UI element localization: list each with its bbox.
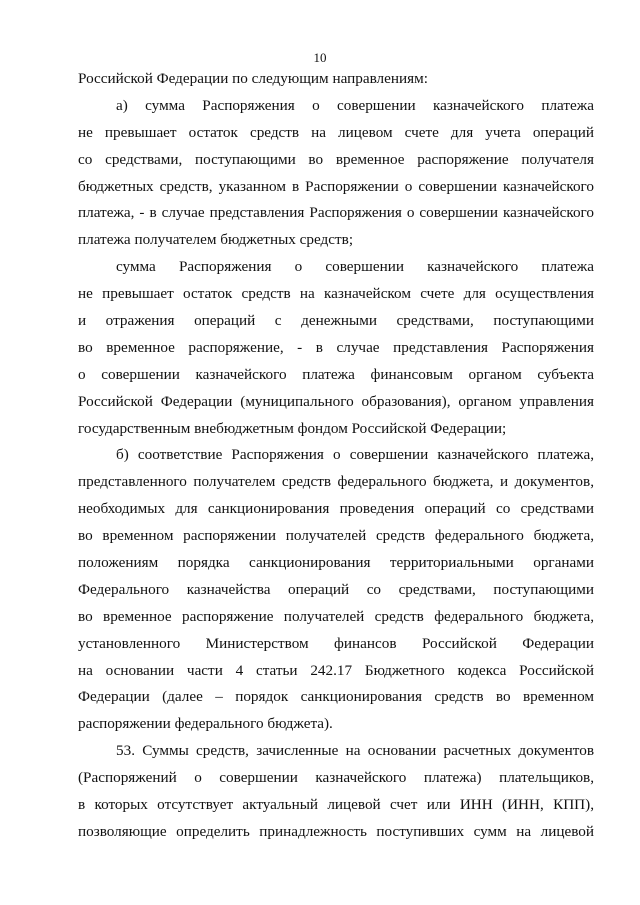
text-line: Федерального казначейства операций со средствами, поступающими	[78, 580, 594, 598]
text-line: а) сумма Распоряжения о совершении казначейского платежа	[116, 96, 594, 114]
text-line: платежа, - в случае представления Распоряжения о совершении казначейского	[78, 204, 594, 222]
text-line: во временное распоряжение получателей средств федерального бюджета,	[78, 607, 594, 625]
text-line: Российской Федерации (муниципального образования), органом управления	[78, 392, 594, 410]
text-line: необходимых для санкционирования проведения операций со средствами	[78, 500, 594, 518]
text-line: и отражения операций с денежными средствами, поступающими	[78, 312, 594, 330]
text-line: распоряжении федерального бюджета).	[78, 715, 333, 733]
document-body	[78, 66, 594, 846]
text-line: бюджетных средств, указанном в Распоряжении о совершении казначейского	[78, 177, 594, 195]
text-line: платежа получателем бюджетных средств;	[78, 231, 354, 249]
text-line: не превышает остаток средств на казначейском счете для осуществления	[78, 285, 594, 303]
text-line: позволяющие определить принадлежность поступивших сумм на лицевой	[78, 822, 594, 840]
text-line: на основании части 4 статьи 242.17 Бюджетного кодекса Российской	[78, 661, 594, 679]
text-line: б) соответствие Распоряжения о совершении казначейского платежа,	[116, 446, 594, 464]
page-number: 10	[313, 50, 327, 65]
text-line: представленного получателем средств федерального бюджета, и документов,	[78, 473, 594, 491]
text-line: во временном распоряжении получателей средств федерального бюджета,	[78, 527, 594, 545]
text-line: не превышает остаток средств на лицевом счете для учета операций	[78, 123, 594, 141]
text-line: со средствами, поступающими во временное распоряжение получателя	[78, 150, 594, 168]
text-line: Федерации (далее – порядок санкционирования средств во временном	[78, 688, 594, 706]
text-line: Российской Федерации по следующим направлениям:	[78, 70, 428, 87]
text-line: о совершении казначейского платежа финансовым органом субъекта	[78, 365, 594, 383]
text-line: государственным внебюджетным фондом Российской Федерации;	[78, 419, 507, 437]
text-line: 53. Суммы средств, зачисленные на основании расчетных документов	[116, 742, 594, 760]
text-line: (Распоряжений о совершении казначейского платежа) плательщиков,	[78, 769, 594, 787]
text-line: установленного Министерством финансов Российской Федерации	[78, 634, 594, 652]
text-line: в которых отсутствует актуальный лицевой счет или ИНН (ИНН, КПП),	[78, 796, 594, 814]
text-line: положениям порядка санкционирования территориальными органами	[78, 554, 594, 572]
text-line: сумма Распоряжения о совершении казначейского платежа	[116, 258, 594, 276]
text-line: во временное распоряжение, - в случае представления Распоряжения	[78, 338, 594, 356]
